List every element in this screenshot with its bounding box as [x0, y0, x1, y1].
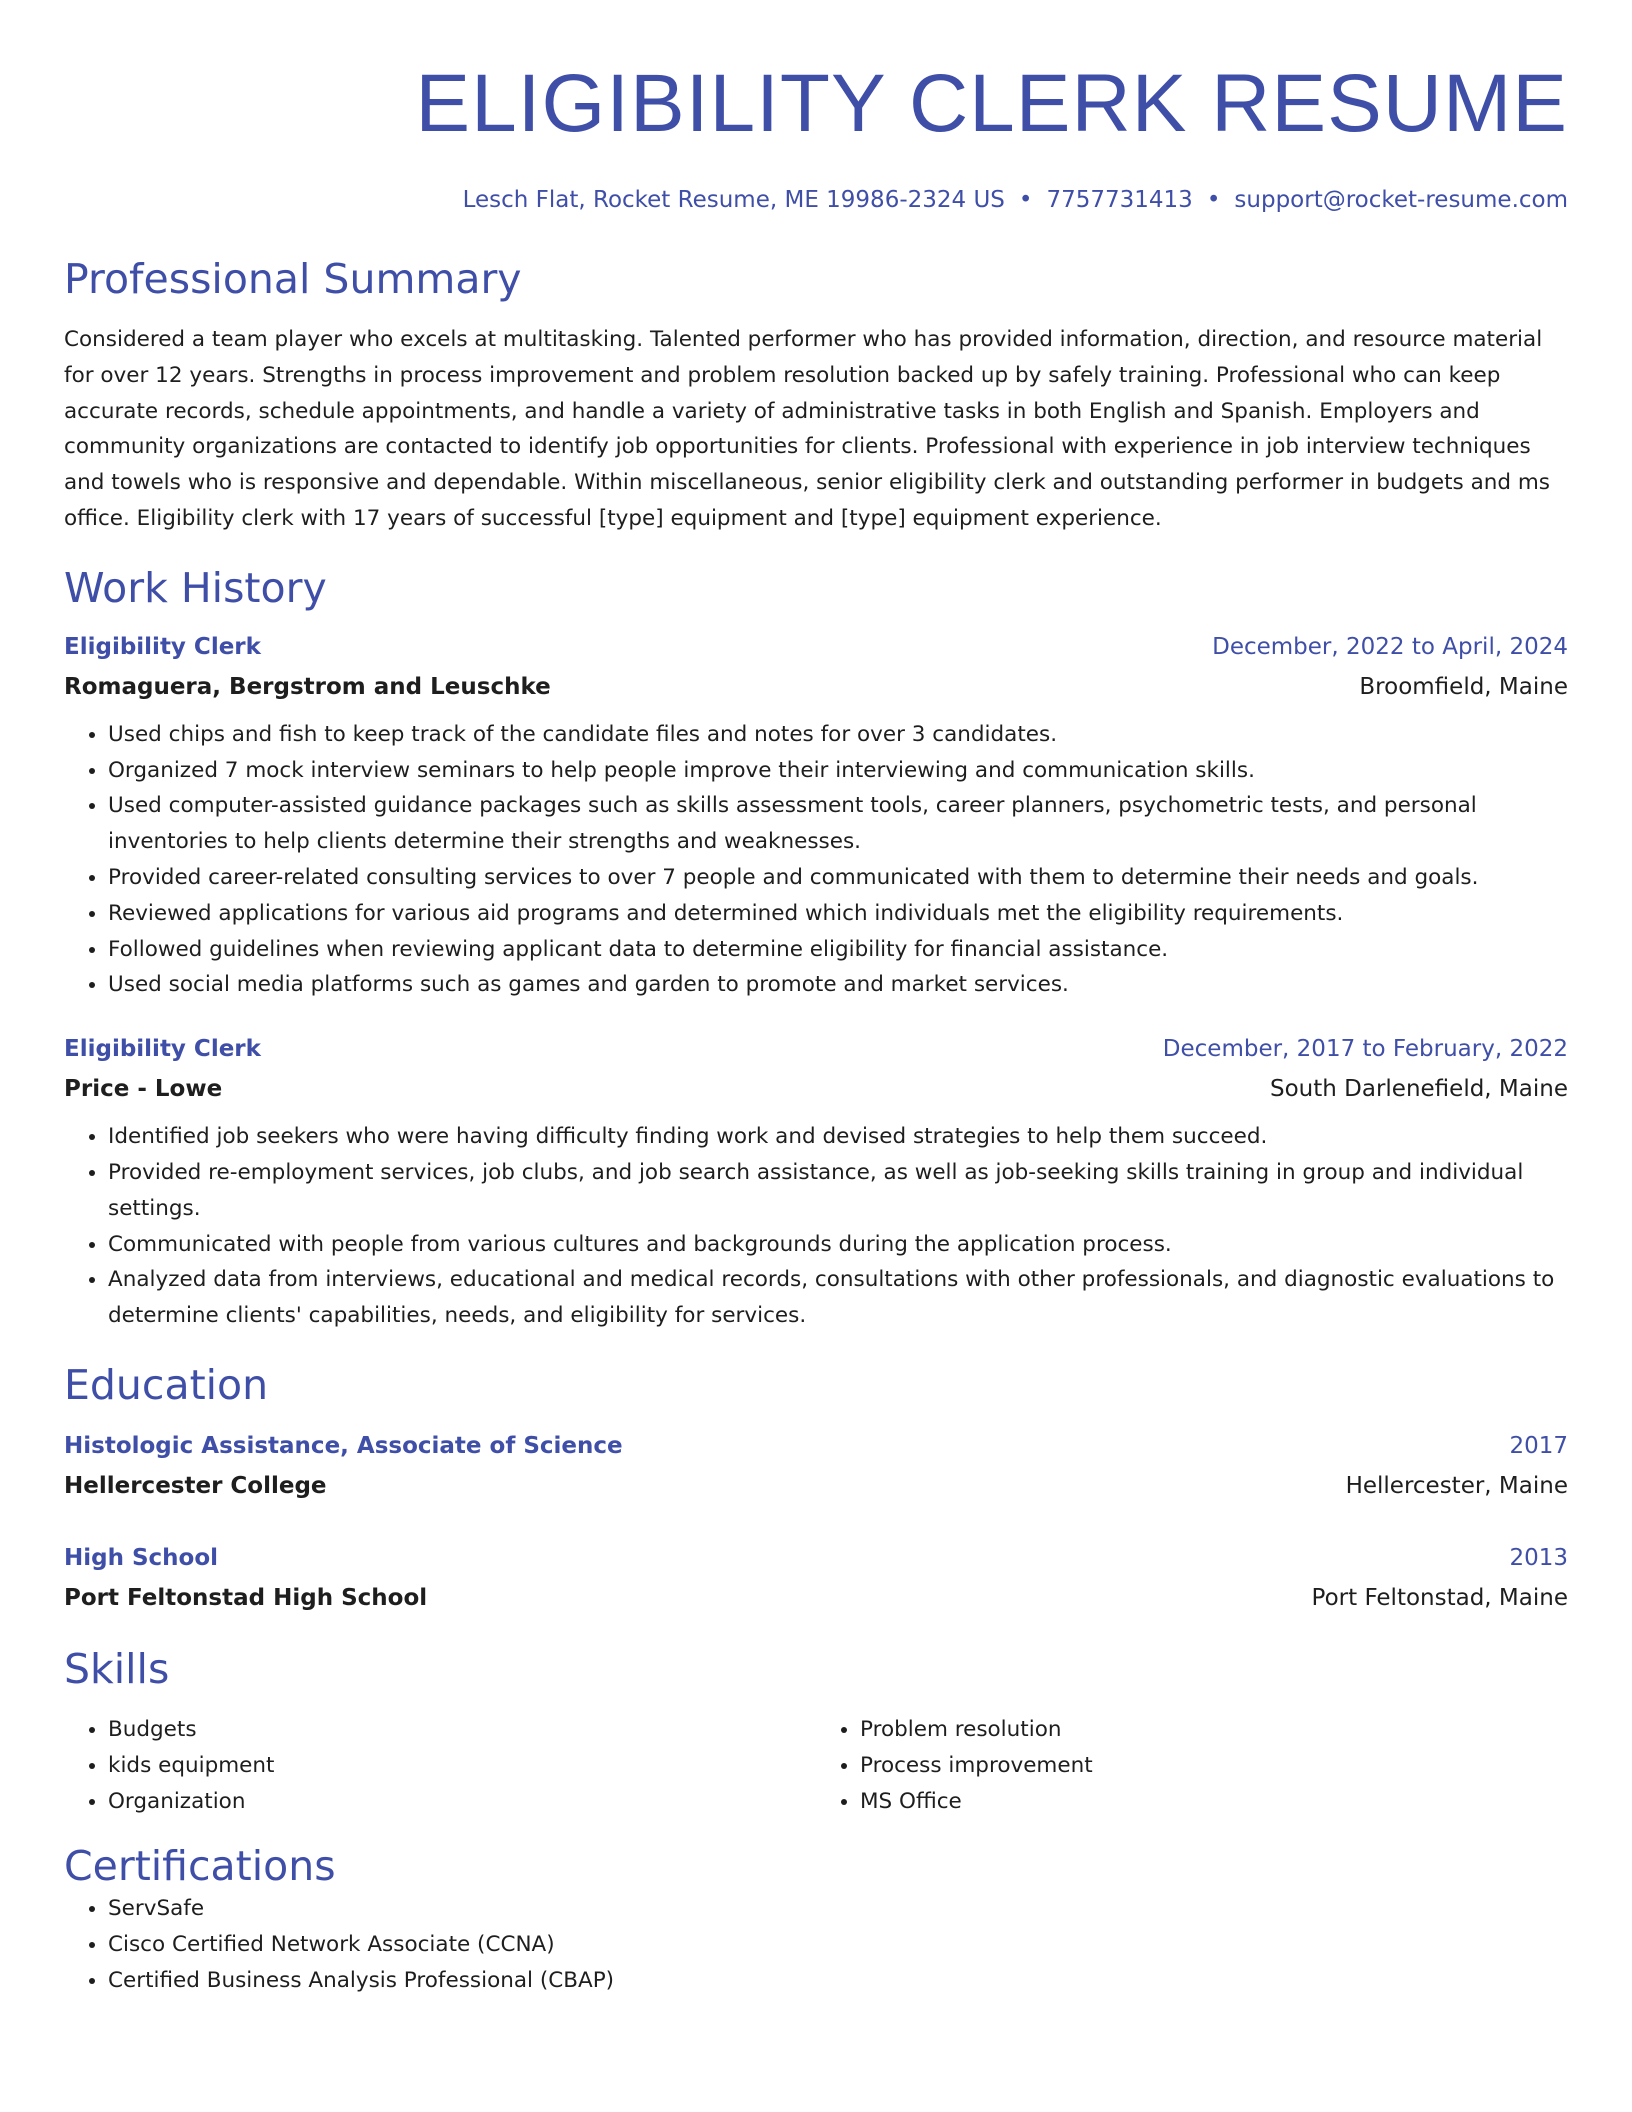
job-bullet: • Used social media platforms such as games and garden to promote and market services. — [108, 967, 1568, 1003]
skill-item: • kids equipment — [108, 1748, 816, 1784]
job-bullet: • Organized 7 mock interview seminars to help people improve their interviewing and communication skills. — [108, 753, 1568, 789]
contact-separator: • — [1018, 187, 1033, 213]
job-role: Eligibility Clerk — [64, 1036, 261, 1063]
job-location: Broomfield, Maine — [1359, 673, 1568, 700]
work-entry-subheader — [64, 1069, 1568, 1109]
education-school: Hellercester College — [64, 1472, 327, 1499]
education-degree: High School — [64, 1544, 219, 1571]
education-entry-header — [64, 1538, 1568, 1578]
education-entry-header — [64, 1426, 1568, 1466]
contact-email: support@rocket-resume.com — [1234, 187, 1568, 213]
certification-item: • ServSafe — [108, 1891, 1568, 1927]
skills-column-right — [816, 1712, 1568, 1819]
job-bullets — [64, 717, 1568, 1003]
education-year: 2013 — [1509, 1544, 1568, 1571]
work-entry — [64, 1029, 1568, 1334]
education-year: 2017 — [1509, 1432, 1568, 1459]
job-company: Price - Lowe — [64, 1076, 223, 1103]
education-degree: Histologic Assistance, Associate of Science — [64, 1432, 623, 1459]
summary-text: Considered a team player who excels at multitasking. Talented performer who has provided information, direction, and resource material for over 12 years. Strengths in process improvement and problem resolution backed up by safely training. Professional who can keep accurate records, schedule appointments, and handle a variety of administrative tasks in both English and Spanish. Employers and community organizations are contacted to identify job opportunities for clients. Professional with experience in job interview techniques and towels who is responsive and dependable. Within miscellaneous, senior eligibility clerk and outstanding performer in budgets and ms office. Eligibility clerk with 17 years of successful [type] equipment and [type] equipment experience. — [64, 327, 1550, 531]
skill-item: • Problem resolution — [860, 1712, 1568, 1748]
education-entry — [64, 1538, 1568, 1618]
certification-item: • Cisco Certified Network Associate (CCNA) — [108, 1927, 1568, 1963]
section-title-education: Education — [64, 1360, 269, 1409]
work-entry-header — [64, 1029, 1568, 1069]
skill-item: • Organization — [108, 1784, 816, 1820]
work-entry-subheader — [64, 667, 1568, 707]
section-title-certifications: Certifications — [64, 1842, 336, 1891]
certification-item: • Certified Business Analysis Professional (CBAP) — [108, 1963, 1568, 1999]
section-title-work-history: Work History — [64, 563, 327, 612]
job-role: Eligibility Clerk — [64, 633, 261, 660]
resume-title: ELIGIBILITY CLERK RESUME — [415, 58, 1568, 149]
certifications-list — [64, 1891, 1568, 1998]
skill-item: • MS Office — [860, 1784, 1568, 1820]
education-school: Port Feltonstad High School — [64, 1584, 428, 1611]
skill-item: • Budgets — [108, 1712, 816, 1748]
job-location: South Darlenefield, Maine — [1270, 1076, 1568, 1103]
job-bullet: • Analyzed data from interviews, educational and medical records, consultations with other professionals, and diagnostic evaluations to determine clients' capabilities, needs, and eligibility for services. — [108, 1262, 1568, 1334]
skills-column-left — [64, 1712, 816, 1819]
job-bullets — [64, 1119, 1568, 1334]
section-title-skills: Skills — [64, 1644, 170, 1693]
job-bullet: • Used chips and fish to keep track of the candidate files and notes for over 3 candidates. — [108, 717, 1568, 753]
skills-grid — [64, 1712, 1568, 1819]
job-bullet: • Provided career-related consulting services to over 7 people and communicated with them to determine their needs and goals. — [108, 860, 1568, 896]
education-entry-subheader — [64, 1466, 1568, 1506]
work-entry-header — [64, 627, 1568, 667]
job-company: Romaguera, Bergstrom and Leuschke — [64, 673, 551, 700]
job-bullet: • Identified job seekers who were having difficulty finding work and devised strategies to help them succeed. — [108, 1119, 1568, 1155]
education-entry-subheader — [64, 1578, 1568, 1618]
contact-line — [64, 186, 1568, 214]
job-bullet: • Communicated with people from various cultures and backgrounds during the application process. — [108, 1227, 1568, 1263]
job-dates: December, 2022 to April, 2024 — [1212, 633, 1568, 660]
contact-address: Lesch Flat, Rocket Resume, ME 19986-2324 US — [462, 187, 1005, 213]
resume-header — [64, 56, 1568, 214]
skill-item: • Process improvement — [860, 1748, 1568, 1784]
job-dates: December, 2017 to February, 2022 — [1162, 1036, 1568, 1063]
job-bullet: • Provided re-employment services, job clubs, and job search assistance, as well as job-seeking skills training in group and individual settings. — [108, 1155, 1568, 1227]
contact-separator: • — [1206, 187, 1221, 213]
work-entry — [64, 627, 1568, 1003]
section-title-summary: Professional Summary — [64, 255, 522, 303]
education-location: Hellercester, Maine — [1345, 1472, 1568, 1499]
education-location: Port Feltonstad, Maine — [1311, 1584, 1568, 1611]
contact-phone: 7757731413 — [1046, 187, 1193, 213]
education-entry — [64, 1426, 1568, 1506]
job-bullet: • Reviewed applications for various aid programs and determined which individuals met the eligibility requirements. — [108, 896, 1568, 932]
job-bullet: • Used computer-assisted guidance packages such as skills assessment tools, career planners, psychometric tests, and personal inventories to help clients determine their strengths and weaknesses. — [108, 788, 1568, 860]
job-bullet: • Followed guidelines when reviewing applicant data to determine eligibility for financial assistance. — [108, 932, 1568, 968]
